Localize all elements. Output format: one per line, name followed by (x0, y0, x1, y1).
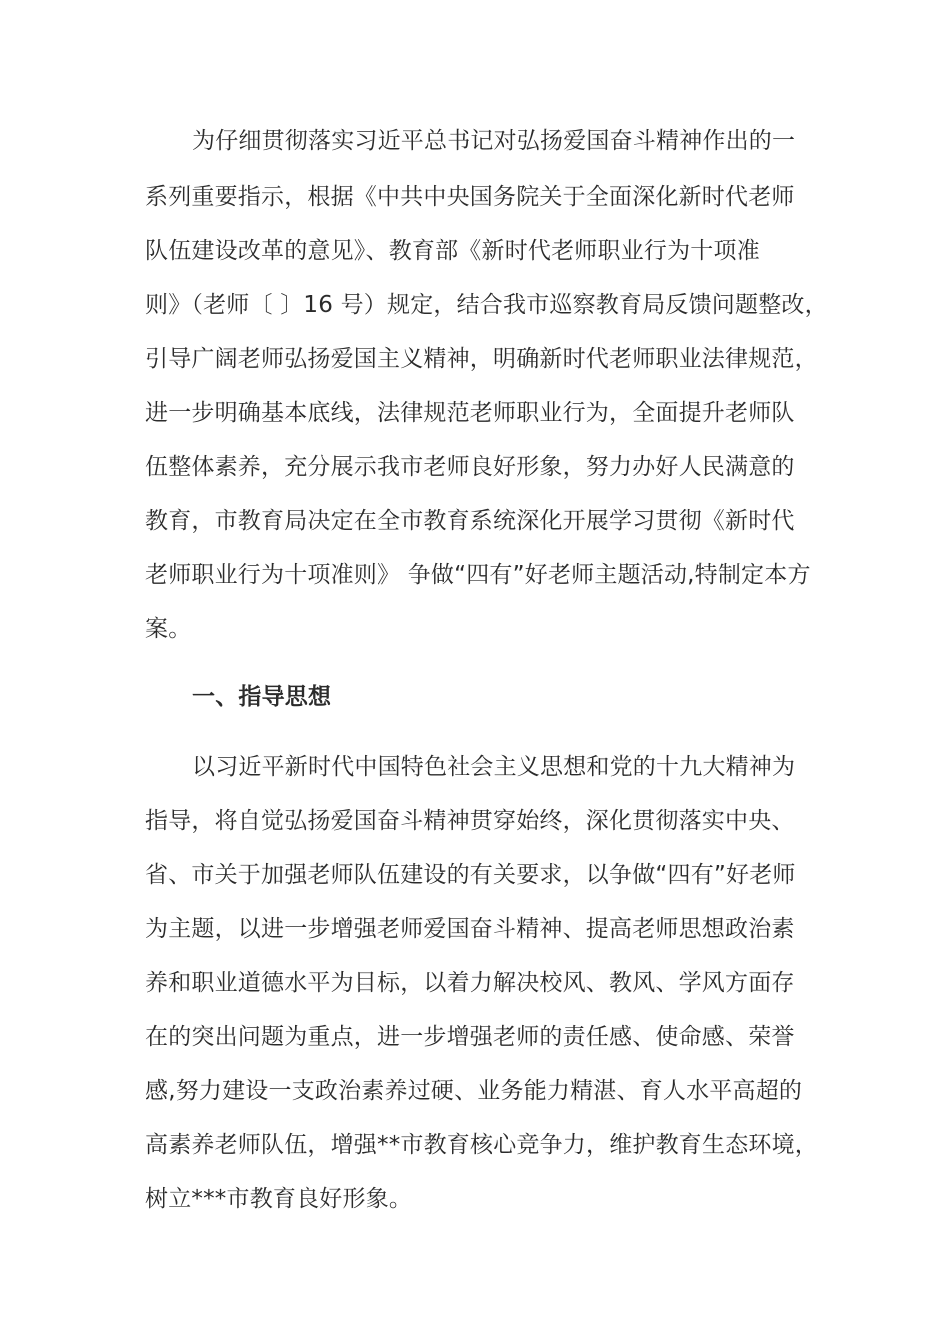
paragraph-line: 教育，市教育局决定在全市教育系统深化开展学习贯彻《新时代 (145, 508, 795, 534)
paragraph-line: 为仔细贯彻落实习近平总书记对弘扬爱国奋斗精神作出的一 (192, 128, 796, 154)
paragraph-line: 感,努力建设一支政治素养过硬、业务能力精湛、育人水平高超的 (145, 1078, 803, 1104)
section-heading: 一、指导思想 (192, 684, 332, 710)
paragraph-line: 以习近平新时代中国特色社会主义思想和党的十九大精神为 (192, 754, 796, 780)
paragraph-line: 伍整体素养，充分展示我市老师良好形象，努力办好人民满意的 (145, 454, 795, 480)
paragraph-line: 省、市关于加强老师队伍建设的有关要求，以争做“四有”好老师 (145, 862, 796, 888)
paragraph-line: 在的突出问题为重点，进一步增强老师的责任感、使命感、荣誉 (145, 1024, 795, 1050)
paragraph-line: 进一步明确基本底线，法律规范老师职业行为，全面提升老师队 (145, 400, 795, 426)
paragraph-line: 高素养老师队伍，增强**市教育核心竞争力，维护教育生态环境， (145, 1132, 818, 1158)
paragraph-line: 系列重要指示，根据《中共中央国务院关于全面深化新时代老师 (145, 184, 795, 210)
paragraph-line: 则》（老师〔 〕16 号）规定，结合我市巡察教育局反馈问题整改， (145, 292, 828, 318)
paragraph-line: 案。 (145, 616, 192, 642)
paragraph-line: 养和职业道德水平为目标，以着力解决校风、教风、学风方面存 (145, 970, 795, 996)
paragraph-line: 为主题，以进一步增强老师爱国奋斗精神、提高老师思想政治素 (145, 916, 795, 942)
paragraph-line: 队伍建设改革的意见》、教育部《新时代老师职业行为十项准 (145, 238, 760, 264)
paragraph-line: 老师职业行为十项准则》 争做“四有”好老师主题活动,特制定本方 (145, 562, 811, 588)
paragraph-line: 树立***市教育良好形象。 (145, 1186, 413, 1212)
paragraph-line: 引导广阔老师弘扬爱国主义精神，明确新时代老师职业法律规范， (145, 346, 818, 372)
paragraph-line: 指导，将自觉弘扬爱国奋斗精神贯穿始终，深化贯彻落实中央、 (145, 808, 795, 834)
